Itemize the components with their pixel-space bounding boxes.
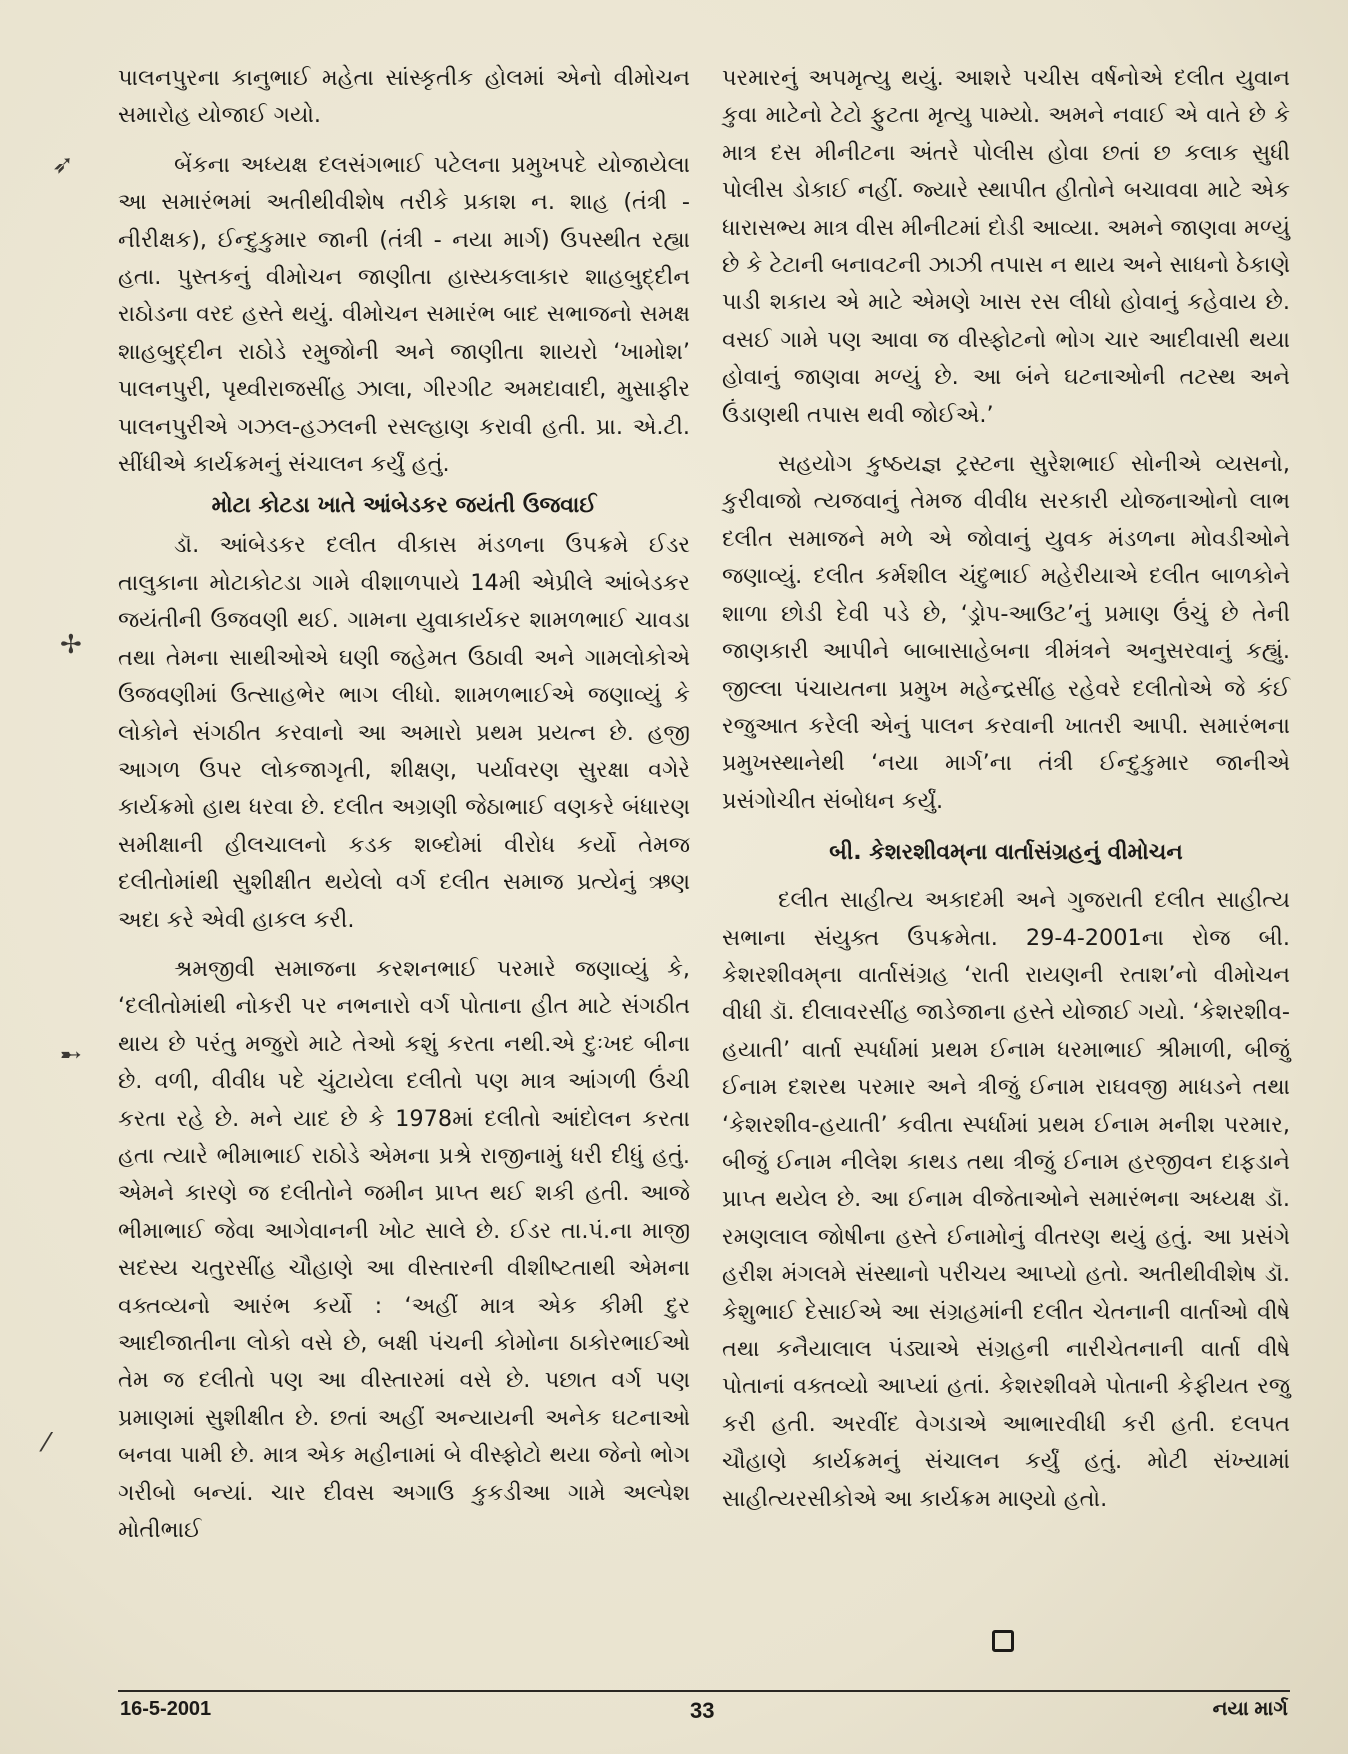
right-column <box>722 60 1290 1646</box>
section-heading: બી. કેશરશીવમ્‌ના વાર્તાસંગ્રહનું વીમોચન <box>829 840 1183 866</box>
margin-mark-icon: ➶ <box>52 150 74 180</box>
paragraph: પરમારનું અપમૃત્યુ થયું. આશરે પચીસ વર્ષનોએ દલીત યુવાન કુવા માટેનો ટેટો ફુટતા મૃત્યુ પામ્યો. અમને નવાઈ એ વાતે છે કે માત્ર દસ મીનીટના અંતરે પોલીસ હોવા છતાં છ કલાક સુધી પોલીસ ડોકાઈ નહીં. જ્યારે સ્થાપીત હીતોને બચાવવા માટે એક ધારાસભ્ય માત્ર વીસ મીનીટમાં દોડી આવ્યા. અમને જાણવા મળ્યું છે કે ટેટાની બનાવટની ઝાઝી તપાસ ન થાય અને સાધનો ઠેકાણે પાડી શકાય એ માટે એમણે ખાસ રસ લીધો હોવાનું કહેવાય છે. વસઈ ગામે પણ આવા જ વીસ્ફોટનો ભોગ ચાર આદીવાસી થયા હોવાનું જાણવા મળ્યું છે. આ બંને ઘટનાઓની તટસ્થ અને ઉંડાણથી તપાસ થવી જોઈએ.’ <box>722 65 1290 428</box>
footer-divider <box>118 1690 1290 1692</box>
paragraph: ડૉ. આંબેડકર દલીત વીકાસ મંડળના ઉપક્રમે ઈડર તાલુકાના મોટાકોટડા ગામે વીશાળપાયે 14મી એપ્રીલે આંબેડકર જયંતીની ઉજવણી થઈ. ગામના યુવાકાર્યકર શામળભાઈ ચાવડા તથા તેમના સાથીઓએ ઘણી જહેમત ઉઠાવી અને ગામલોકોએ ઉજવણીમાં ઉત્સાહભેર ભાગ લીધો. શામળભાઈએ જણાવ્યું કે લોકોને સંગઠીત કરવાનો આ અમારો પ્રથમ પ્રયત્ન છે. હજી આગળ ઉપર લોકજાગૃતી, શીક્ષણ, પર્યાવરણ સુરક્ષા વગેરે કાર્યક્રમો હાથ ધરવા છે. દલીત અગ્રણી જેઠાભાઈ વણકરે બંધારણ સમીક્ષાની હીલચાલનો કડક શબ્દોમાં વીરોધ કર્યો તેમજ દલીતોમાંથી સુશીક્ષીત થયેલો વર્ગ દલીત સમાજ પ્રત્યેનું ઋણ અદા કરે એવી હાકલ કરી. <box>118 532 690 933</box>
section-heading: મોટા કોટડા ખાતે આંબેડકર જયંતી ઉજવાઈ <box>211 493 597 519</box>
margin-mark-icon: ➸ <box>60 1040 82 1070</box>
paragraph: દલીત સાહીત્ય અકાદમી અને ગુજરાતી દલીત સાહીત્ય સભાના સંયુક્ત ઉપક્રમેતા. 29-4-2001ના રોજ બી. કેશરશીવમ્‌ના વાર્તાસંગ્રહ ‘રાતી રાયણની રતાશ’નો વીમોચન વીધી ડૉ. દીલાવરસીંહ જાડેજાના હસ્તે યોજાઈ ગયો. ‘કેશરશીવ-હયાતી’ વાર્તા સ્પર્ધામાં પ્રથમ ઈનામ ધરમાભાઈ શ્રીમાળી, બીજું ઈનામ દશરથ પરમાર અને ત્રીજું ઈનામ રાઘવજી માધડને તથા ‘કેશરશીવ-હયાતી’ કવીતા સ્પર્ધામાં પ્રથમ ઈનામ મનીશ પરમાર, બીજું ઈનામ નીલેશ કાથડ તથા ત્રીજું ઈનામ હરજીવન દાફડાને પ્રાપ્ત થયેલ છે. આ ઈનામ વીજેતાઓને સમારંભના અધ્યક્ષ ડૉ. રમણલાલ જોષીના હસ્તે ઈનામોનું વીતરણ થયું હતું. આ પ્રસંગે હરીશ મંગલમે સંસ્થાનો પરીચય આપ્યો હતો. અતીથીવીશેષ ડૉ. કેશુભાઈ દેસાઈએ આ સંગ્રહમાંની દલીત ચેતનાની વાર્તાઓ વીષે તથા કનૈયાલાલ પંડ્યાએ સંગ્રહની નારીચેતનાની વાર્તા વીષે પોતાનાં વક્તવ્યો આપ્યાં હતાં. કેશરશીવમે પોતાની કેફીયત રજુ કરી હતી. અરવીંદ વેગડાએ આભારવીધી કરી હતી. દલપત ચૌહાણે કાર્યક્રમનું સંચાલન કર્યું હતું. મોટી સંખ્યામાં સાહીત્યરસીકોએ આ કાર્યક્રમ માણ્યો હતો. <box>722 887 1290 1512</box>
paragraph: બેંકના અધ્યક્ષ દલસંગભાઈ પટેલના પ્રમુખપદે યોજાયેલા આ સમારંભમાં અતીથીવીશેષ તરીકે પ્રકાશ ન. શાહ (તંત્રી - નીરીક્ષક), ઈન્દુકુમાર જાની (તંત્રી - નયા માર્ગ) ઉપસ્થીત રહ્યા હતા. પુસ્તકનું વીમોચન જાણીતા હાસ્યકલાકાર શાહબુદ્દીન રાઠોડના વરદ હસ્તે થયું. વીમોચન સમારંભ બાદ સભાજનો સમક્ષ શાહબુદ્દીન રાઠોડે રમુજોની અને જાણીતા શાયરો ‘ખામોશ’ પાલનપુરી, પૃથ્વીરાજસીંહ ઝાલા, ગીરગીટ અમદાવાદી, મુસાફીર પાલનપુરીએ ગઝલ-હઝલની રસલ્હાણ કરાવી હતી. પ્રા. એ.ટી. સીંધીએ કાર્યક્રમનું સંચાલન કર્યું હતું. <box>118 151 690 478</box>
page-number: 33 <box>690 1698 715 1723</box>
margin-mark-icon: ⁄ <box>44 1428 49 1458</box>
paragraph: સહયોગ કુષ્ઠયજ્ઞ ટ્રસ્ટના સુરેશભાઈ સોનીએ વ્યસનો, કુરીવાજો ત્યજવાનું તેમજ વીવીધ સરકારી યોજનાઓનો લાભ દલીત સમાજને મળે એ જોવાનું યુવક મંડળના મોવડીઓને જણાવ્યું. દલીત કર્મશીલ ચંદુભાઈ મહેરીયાએ દલીત બાળકોને શાળા છોડી દેવી પડે છે, ‘ડ્રોપ-આઉટ’નું પ્રમાણ ઉંચું છે તેની જાણકારી આપીને બાબાસાહેબના ત્રીમંત્રને અનુસરવાનું કહ્યું. જીલ્લા પંચાયતના પ્રમુખ મહેન્દ્રસીંહ રહેવરે દલીતોએ જે કંઈ રજુઆત કરેલી એનું પાલન કરવાની ખાતરી આપી. સમારંભના પ્રમુખસ્થાનેથી ‘નયા માર્ગ’ના તંત્રી ઈન્દુકુમાર જાનીએ પ્રસંગોચીત સંબોધન કર્યું. <box>722 451 1290 814</box>
end-of-article-icon <box>992 1630 1014 1652</box>
magazine-name: નયા માર્ગ <box>1212 1698 1288 1720</box>
margin-mark-icon: ✢ <box>60 630 82 660</box>
issue-date: 16-5-2001 <box>120 1698 212 1720</box>
left-column <box>118 60 690 1646</box>
paragraph: પાલનપુરના કાનુભાઈ મહેતા સાંસ્કૃતીક હોલમાં એનો વીમોચન સમારોહ યોજાઈ ગયો. <box>118 65 690 129</box>
paragraph: શ્રમજીવી સમાજના કરશનભાઈ પરમારે જણાવ્યું કે, ‘દલીતોમાંથી નોકરી પર નભનારો વર્ગ પોતાના હીત માટે સંગઠીત થાય છે પરંતુ મજુરો માટે તેઓ કશું કરતા નથી.એ દુઃખદ બીના છે. વળી, વીવીધ પદે ચુંટાયેલા દલીતો પણ માત્ર આંગળી ઉંચી કરતા રહે છે. મને યાદ છે કે 1978માં દલીતો આંદોલન કરતા હતા ત્યારે ભીમાભાઈ રાઠોડે એમના પ્રશ્રે રાજીનામું ધરી દીધું હતું. એમને કારણે જ દલીતોને જમીન પ્રાપ્ત થઈ શકી હતી. આજે ભીમાભાઈ જેવા આગેવાનની ખોટ સાલે છે. ઈડર તા.પં.ના માજી સદસ્ય ચતુરસીંહ ચૌહાણે આ વીસ્તારની વીશીષ્ટતાથી એમના વક્તવ્યનો આરંભ કર્યો : ‘અહીં માત્ર એક કીમી દુર આદીજાતીના લોકો વસે છે, બક્ષી પંચની કોમોના ઠાકોરભાઈઓ તેમ જ દલીતો પણ આ વીસ્તારમાં વસે છે. પછાત વર્ગ પણ પ્રમાણમાં સુશીક્ષીત છે. છતાં અહીં અન્યાયની અનેક ઘટનાઓ બનવા પામી છે. માત્ર એક મહીનામાં બે વીસ્ફોટો થયા જેનો ભોગ ગરીબો બન્યાં. ચાર દીવસ અગાઉ કુકડીઆ ગામે અલ્પેશ મોતીભાઈ <box>118 955 690 1544</box>
